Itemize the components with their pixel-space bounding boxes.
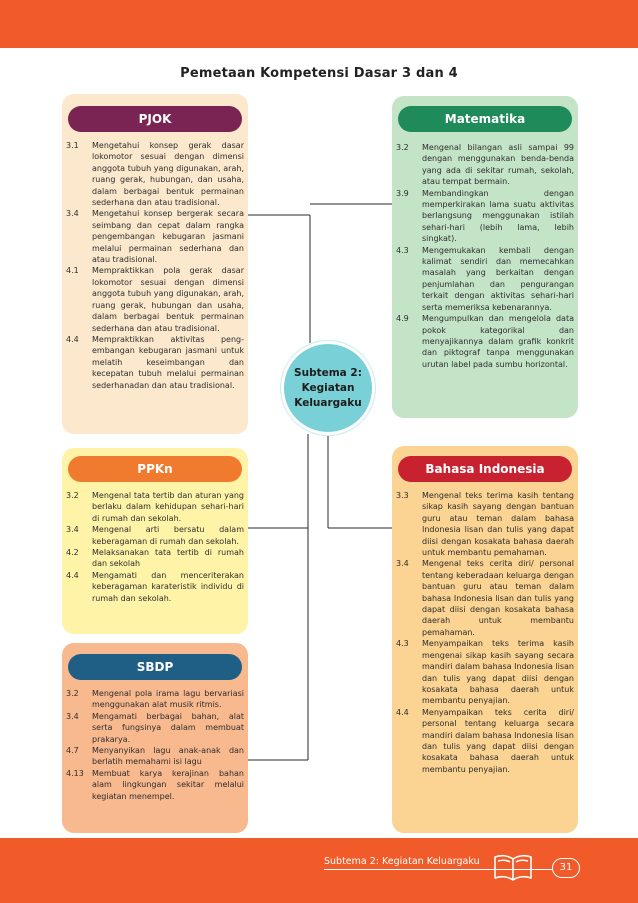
kd-text: Membandingkan dengan memperkirakan lama suatu aktivitas berlangsung menggunakan istilah sehari-hari (lebih lama, lebih singkat). — [422, 188, 574, 244]
list-item — [396, 490, 574, 558]
bahasa-list — [396, 490, 574, 775]
list-item — [66, 547, 244, 570]
kd-number: 3.3 — [396, 491, 409, 500]
hub-label: Subtema 2: Kegiatan Keluargaku — [294, 367, 362, 409]
list-item — [66, 490, 244, 524]
kd-number: 3.4 — [66, 711, 79, 721]
kd-text: Menyampaikan teks terima kasih mengenai sikap kasih sayang secara mandiri dalam bahasa Indonesia lisan dan tulis yang dapat diisi dengan kosakata bahasa daerah untuk membantu penyajian. — [422, 639, 574, 706]
pjok-list — [66, 140, 244, 391]
list-item — [66, 334, 244, 391]
kd-number: 4.9 — [396, 314, 409, 324]
list-item — [66, 265, 244, 333]
kd-text: Mengenal teks cerita diri/ personal tentang keberadaan keluarga dengan bantuan guru atau teman dalam bahasa Indonesia lisan dan tulis yang dapat diisi dengan kosakata bahasa daerah untuk membantu pemahaman. — [422, 559, 574, 637]
kd-text: Mengamati dan menceriterakan keberagaman karateristik individu di rumah dan sekolah. — [92, 570, 244, 603]
kd-text: Mengenal teks terima kasih tentang sikap kasih sayang dengan bantuan guru atau teman dalam bahasa Indonesia lisan dan tulis yang dapat diisi dengan kosakata bahasa daerah untuk membantu pemahaman. — [422, 491, 574, 558]
list-item — [396, 638, 574, 706]
kd-text: Mengenal bilangan asli sampai 99 dengan menggunakan benda-benda yang ada di sekitar rumah, sekolah, atau tempat bermain. — [422, 143, 574, 187]
kd-text: Mengenal arti bersatu dalam keberagaman di rumah dan sekolah. — [92, 525, 244, 546]
kd-text: Mempraktikkan pola gerak dasar lokomotor sesuai dengan dimensi anggota tubuh yang digunakan, arah, ruang gerak, hubungan dan usaha, dalam berbagai bentuk permainan sederhana dan atau tradisional. — [92, 266, 244, 333]
kd-number: 3.2 — [66, 689, 79, 698]
list-item — [66, 208, 244, 265]
matematika-list — [396, 142, 574, 370]
list-item — [66, 745, 244, 768]
list-item — [66, 688, 244, 711]
sbdp-list — [66, 688, 244, 802]
bahasa-header: Bahasa Indonesia — [398, 456, 572, 482]
bottom-band — [0, 838, 638, 903]
sbdp-header: SBDP — [68, 654, 242, 680]
kd-number: 4.4 — [66, 334, 79, 344]
footer-subtitle: Subtema 2: Kegiatan Keluargaku — [324, 856, 480, 867]
kd-number: 3.1 — [66, 141, 79, 150]
kd-number: 4.4 — [66, 570, 79, 580]
kd-text: Mengenal tata tertib dan aturan yang berlaku dalam kehidupan sehari-hari di rumah dan sekolah. — [92, 491, 244, 523]
subtema-hub — [281, 341, 375, 435]
list-item — [66, 570, 244, 604]
kd-text: Mengetahui konsep gerak dasar lokomotor sesuai dengan dimensi anggota tubuh yang digunakan, arah, ruang gerak, hubungan, dan usaha, dalam berbagai bentuk permainan sederhana dan atau tradisional. — [92, 141, 244, 208]
kd-text: Mengenal pola irama lagu bervariasi menggunakan alat musik ritmis. — [92, 689, 244, 710]
kd-text: Mengamati berbagai bahan, alat serta fungsinya dalam membuat prakarya. — [92, 711, 244, 744]
kd-text: Menyanyikan lagu anak-anak dan berlatih memahami isi lagu — [92, 746, 244, 767]
kd-number: 4.4 — [396, 707, 409, 717]
open-book-icon — [492, 851, 534, 883]
kd-text: Mempraktikkan aktivitas peng-embangan kebugaran jasmani untuk melatih keseimbangan dan kecepatan tubuh melalui permainan sederhanadan dan atau tradisional. — [92, 334, 244, 390]
kd-number: 4.3 — [396, 639, 409, 649]
kd-number: 3.4 — [66, 209, 79, 219]
kd-number: 3.4 — [66, 525, 79, 535]
list-item — [66, 768, 244, 802]
kd-number: 4.1 — [66, 266, 79, 276]
pjok-header: PJOK — [68, 106, 242, 132]
kd-number: 3.2 — [66, 491, 79, 500]
kd-number: 3.4 — [396, 559, 409, 569]
kd-text: Melaksanakan tata tertib di rumah dan sekolah — [92, 548, 244, 569]
list-item — [396, 188, 574, 245]
list-item — [396, 313, 574, 370]
kd-text: Membuat karya kerajinan bahan alam lingkungan sekitar melalui kegiatan menempel. — [92, 768, 244, 801]
kd-text: Mengemukakan kembali dengan kalimat sendiri dan memecahkan masalah yang berkaitan dengan penjumlahan dan pengurangan terkait dengan aktivitas sehari-hari serta memeriksa kebenarannya. — [422, 245, 574, 312]
kd-number: 3.9 — [396, 188, 409, 198]
list-item — [396, 558, 574, 638]
kd-text: Menyampaikan teks cerita diri/ personal tentang keluarga secara mandiri dalam bahasa Indonesia lisan dan tulis yang dapat diisi dengan kosakata bahasa daerah untuk membantu penyajian. — [422, 707, 574, 774]
list-item — [396, 245, 574, 313]
list-item — [66, 711, 244, 745]
ppkn-list — [66, 490, 244, 604]
kd-number: 4.13 — [66, 768, 84, 778]
kd-text: Mengetahui konsep bergerak secara seimbang dan cepat dalam rangka pengembangan kebugaran jasmani melalui permainan sederhana dan atau tradisional. — [92, 209, 244, 265]
list-item — [396, 142, 574, 188]
kd-number: 3.2 — [396, 143, 409, 152]
page-number: 31 — [552, 858, 580, 878]
kd-number: 4.7 — [66, 746, 79, 756]
kd-number: 4.2 — [66, 548, 79, 558]
matematika-header: Matematika — [398, 106, 572, 132]
list-item — [66, 524, 244, 547]
kd-number: 4.3 — [396, 245, 409, 255]
kd-text: Mengumpulkan dan mengelola data pokok kategorikal dan menyajikannya dalam grafik konkrit dan piktograf tanpa menggunakan urutan label pada sumbu horizontal. — [422, 314, 574, 369]
ppkn-header: PPKn — [68, 456, 242, 482]
page-title: Pemetaan Kompetensi Dasar 3 dan 4 — [180, 66, 458, 81]
list-item — [66, 140, 244, 208]
list-item — [396, 707, 574, 775]
